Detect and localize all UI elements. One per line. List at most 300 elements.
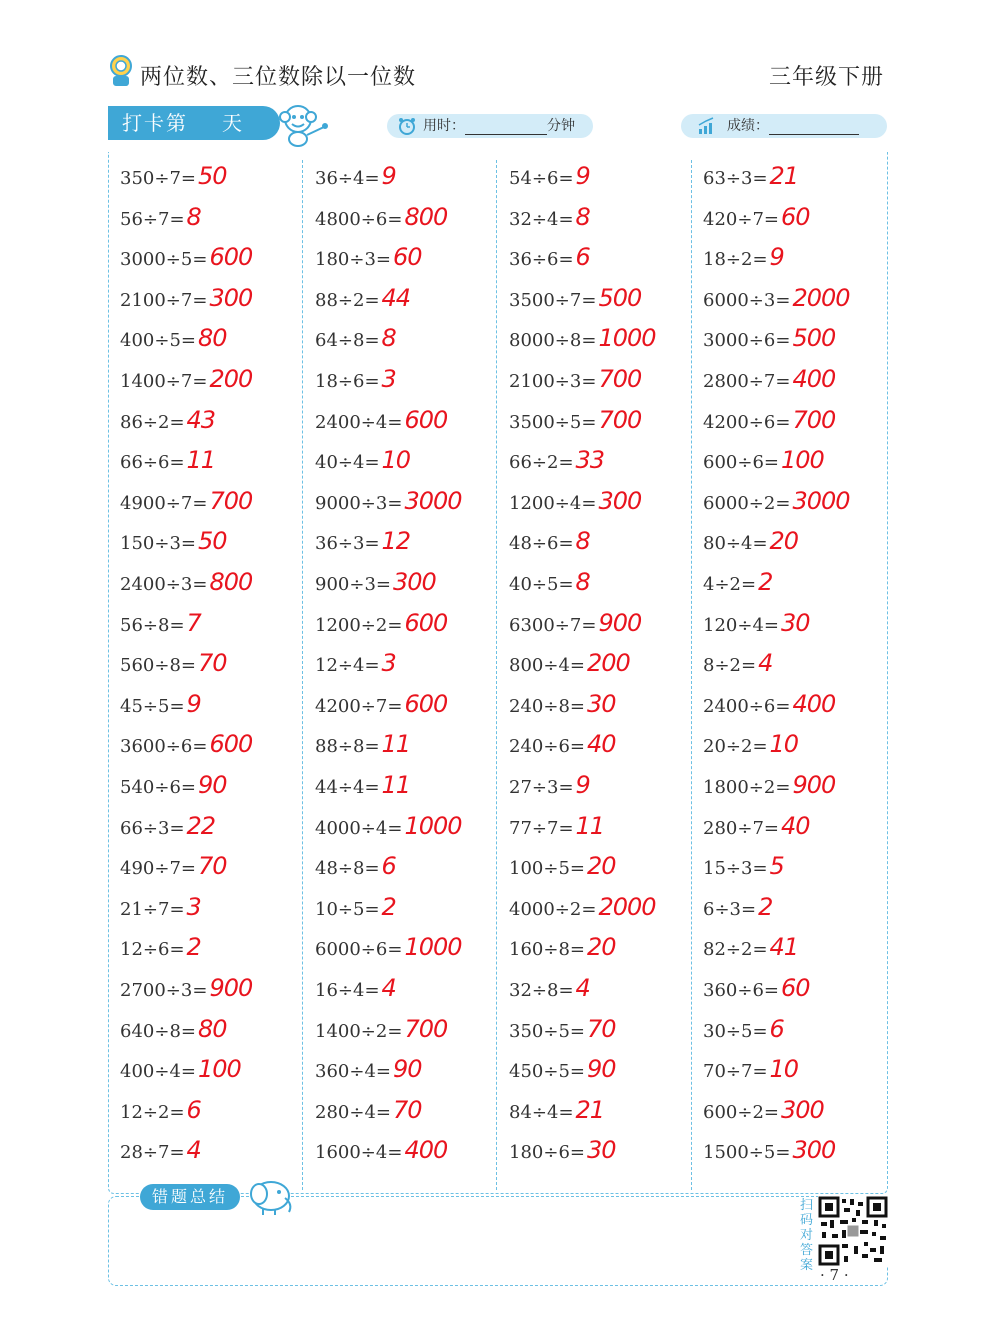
division-problem: [315, 405, 447, 435]
problem-expression: 4÷2=: [703, 574, 757, 595]
problem-expression: 2400÷6=: [703, 695, 791, 717]
problem-expression: 8÷2=: [703, 655, 757, 677]
handwritten-answer[interactable]: 1000: [404, 811, 462, 840]
division-problem: [315, 811, 462, 841]
monkey-icon: [278, 101, 330, 147]
division-problem: [509, 729, 616, 759]
handwritten-answer[interactable]: 3: [381, 365, 396, 393]
division-problem: [703, 770, 835, 800]
division-problem: [120, 405, 215, 435]
problem-expression: 18÷2=: [703, 249, 768, 271]
division-problem: [703, 323, 835, 353]
problem-expression: 360÷6=: [703, 980, 779, 1001]
column-divider: [496, 160, 497, 1190]
division-problem: [120, 729, 252, 759]
division-problem: [315, 973, 396, 1003]
division-problem: [703, 1135, 835, 1165]
division-problem: [703, 242, 784, 272]
division-problem: [315, 323, 396, 353]
division-problem: [315, 892, 396, 922]
division-problem: [703, 729, 798, 759]
division-problem: [315, 648, 396, 678]
problem-expression: 3000÷5=: [120, 249, 208, 271]
problem-expression: 66÷3=: [120, 817, 185, 839]
problem-expression: 40÷5=: [509, 574, 574, 595]
division-problem: [315, 202, 447, 232]
handwritten-answer[interactable]: 8: [381, 324, 396, 353]
checkin-banner: [108, 106, 280, 140]
handwritten-answer[interactable]: 400: [404, 1136, 448, 1165]
problem-expression: 3500÷7=: [509, 289, 597, 311]
problem-expression: 6000÷3=: [703, 289, 791, 311]
problem-expression: 2100÷3=: [509, 371, 597, 392]
division-problem: [120, 526, 227, 556]
problem-expression: 56÷8=: [120, 614, 185, 636]
problem-expression: 350÷5=: [509, 1020, 585, 1042]
handwritten-answer[interactable]: 2000: [792, 283, 850, 312]
division-problem: [509, 242, 590, 272]
division-problem: [509, 323, 656, 353]
handwritten-answer[interactable]: 60: [780, 974, 810, 1002]
handwritten-answer[interactable]: 800: [209, 568, 253, 596]
problem-expression: 10÷5=: [315, 898, 380, 920]
handwritten-answer[interactable]: 300: [598, 486, 642, 515]
division-problem: [120, 567, 252, 597]
problem-expression: 88÷8=: [315, 736, 380, 758]
handwritten-answer[interactable]: 900: [598, 608, 642, 637]
problem-expression: 360÷4=: [315, 1061, 391, 1083]
handwritten-answer[interactable]: 70: [197, 649, 227, 678]
problem-expression: 66÷2=: [509, 452, 574, 474]
grade-label: 三年级下册: [768, 65, 884, 90]
handwritten-answer[interactable]: 200: [586, 649, 630, 678]
problem-expression: 16÷4=: [315, 980, 380, 1001]
handwritten-answer[interactable]: 600: [404, 405, 448, 434]
problem-expression: 64÷8=: [315, 330, 380, 352]
handwritten-answer[interactable]: 4: [758, 649, 773, 678]
division-problem: [509, 486, 641, 516]
problem-expression: 900÷3=: [315, 574, 391, 595]
handwritten-answer[interactable]: 11: [575, 811, 605, 840]
division-problem: [509, 1014, 616, 1044]
problem-expression: 70÷7=: [703, 1061, 768, 1083]
division-problem: [315, 242, 422, 272]
handwritten-answer[interactable]: 500: [792, 324, 836, 353]
division-problem: [703, 1014, 784, 1044]
problem-expression: 120÷4=: [703, 614, 779, 636]
handwritten-answer[interactable]: 41: [769, 933, 799, 962]
scan-answer-text: 扫码对答案: [800, 1198, 814, 1273]
problem-expression: 4200÷6=: [703, 411, 791, 433]
handwritten-answer[interactable]: 9: [186, 689, 201, 718]
mistake-summary-label: 错题总结: [140, 1184, 240, 1210]
problem-expression: 1200÷4=: [509, 492, 597, 514]
problem-expression: 2800÷7=: [703, 371, 791, 392]
handwritten-answer[interactable]: 600: [404, 689, 448, 718]
handwritten-answer[interactable]: 700: [404, 1014, 448, 1043]
handwritten-answer[interactable]: 600: [209, 243, 253, 272]
handwritten-answer[interactable]: 400: [792, 365, 836, 393]
handwritten-answer[interactable]: 44: [381, 283, 411, 312]
division-problem: [509, 567, 590, 597]
division-problem: [703, 648, 772, 678]
handwritten-answer[interactable]: 20: [586, 933, 616, 962]
handwritten-answer[interactable]: 2: [186, 933, 201, 962]
division-problem: [120, 1095, 201, 1125]
problem-expression: 45÷5=: [120, 695, 185, 717]
problem-expression: 48÷6=: [509, 533, 574, 555]
problem-expression: 6÷3=: [703, 898, 757, 920]
handwritten-answer[interactable]: 50: [197, 527, 227, 556]
problem-expression: 84÷4=: [509, 1101, 574, 1123]
problem-expression: 280÷7=: [703, 817, 779, 839]
problem-expression: 18÷6=: [315, 371, 380, 392]
division-problem: [315, 932, 462, 962]
handwritten-answer[interactable]: 6: [575, 243, 590, 272]
problem-expression: 240÷6=: [509, 736, 585, 758]
handwritten-answer[interactable]: 21: [769, 162, 799, 190]
problem-expression: 21÷7=: [120, 898, 185, 920]
handwritten-answer[interactable]: 400: [792, 689, 836, 718]
division-problem: [703, 608, 810, 638]
handwritten-answer[interactable]: 300: [780, 1095, 824, 1124]
handwritten-answer[interactable]: 900: [209, 974, 253, 1002]
division-problem: [120, 689, 201, 719]
problem-expression: 8000÷8=: [509, 330, 597, 352]
handwritten-answer[interactable]: 30: [586, 689, 616, 718]
division-problem: [703, 567, 772, 597]
division-problem: [703, 1054, 798, 1084]
qr-code-icon[interactable]: [818, 1196, 888, 1266]
problem-expression: 3500÷5=: [509, 411, 597, 433]
handwritten-answer[interactable]: 7: [186, 608, 201, 637]
handwritten-answer[interactable]: 80: [197, 1014, 227, 1043]
problem-expression: 4000÷4=: [315, 817, 403, 839]
problem-expression: 2700÷3=: [120, 980, 208, 1001]
handwritten-answer[interactable]: 800: [404, 202, 448, 231]
score-label: 成绩：: [727, 118, 769, 134]
problem-expression: 600÷6=: [703, 452, 779, 474]
handwritten-answer[interactable]: 11: [186, 446, 216, 475]
problem-expression: 56÷7=: [120, 208, 185, 230]
problem-expression: 150÷3=: [120, 533, 196, 555]
handwritten-answer[interactable]: 1000: [404, 933, 462, 962]
division-problem: [703, 161, 798, 191]
problem-expression: 490÷7=: [120, 858, 196, 880]
problem-expression: 1600÷4=: [315, 1142, 403, 1164]
division-problem: [120, 445, 215, 475]
score-input[interactable]: [769, 118, 859, 135]
problem-expression: 160÷8=: [509, 939, 585, 961]
checkin-label: 打卡第: [122, 111, 188, 135]
division-problem: [703, 892, 772, 922]
problem-expression: 400÷4=: [120, 1061, 196, 1083]
division-problem: [315, 445, 410, 475]
division-problem: [509, 648, 630, 678]
division-problem: [509, 283, 641, 313]
problem-expression: 6000÷2=: [703, 492, 791, 514]
division-problem: [315, 1095, 422, 1125]
handwritten-answer[interactable]: 10: [769, 1055, 799, 1084]
division-problem: [703, 364, 835, 394]
problem-expression: 6000÷6=: [315, 939, 403, 961]
division-problem: [120, 811, 215, 841]
division-problem: [509, 689, 616, 719]
problem-expression: 420÷7=: [703, 208, 779, 230]
time-label: 用时：: [423, 118, 465, 134]
division-problem: [120, 648, 227, 678]
handwritten-answer[interactable]: 700: [792, 405, 836, 434]
division-problem: [315, 161, 396, 191]
problem-expression: 450÷5=: [509, 1061, 585, 1083]
problem-expression: 20÷2=: [703, 736, 768, 758]
division-problem: [315, 283, 410, 313]
division-problem: [315, 770, 410, 800]
problem-expression: 4800÷6=: [315, 208, 403, 230]
problem-expression: 1800÷2=: [703, 777, 791, 798]
division-problem: [120, 1135, 201, 1165]
handwritten-answer[interactable]: 2: [758, 892, 773, 921]
handwritten-answer[interactable]: 8: [575, 527, 590, 556]
division-problem: [315, 486, 462, 516]
division-problem: [509, 932, 616, 962]
problem-expression: 2400÷4=: [315, 411, 403, 433]
problem-expression: 32÷4=: [509, 208, 574, 230]
division-problem: [509, 851, 616, 881]
handwritten-answer[interactable]: 600: [404, 608, 448, 637]
division-problem: [315, 1054, 422, 1084]
handwritten-answer[interactable]: 300: [209, 283, 253, 312]
score-field: [681, 114, 887, 138]
problem-expression: 86÷2=: [120, 411, 185, 433]
handwritten-answer[interactable]: 90: [586, 1055, 616, 1084]
handwritten-answer[interactable]: 300: [392, 568, 436, 596]
problem-expression: 2100÷7=: [120, 289, 208, 311]
handwritten-answer[interactable]: 30: [586, 1136, 616, 1165]
problem-expression: 36÷3=: [315, 533, 380, 555]
column-divider: [691, 160, 692, 1190]
page-title: 两位数、三位数除以一位数: [140, 65, 417, 90]
division-problem: [509, 1095, 604, 1125]
problem-expression: 77÷7=: [509, 817, 574, 839]
problem-expression: 240÷8=: [509, 695, 585, 717]
handwritten-answer[interactable]: 11: [381, 771, 411, 799]
division-problem: [703, 932, 798, 962]
problem-expression: 9000÷3=: [315, 492, 403, 514]
problem-expression: 540÷6=: [120, 777, 196, 798]
problem-expression: 600÷2=: [703, 1101, 779, 1123]
division-problem: [315, 1014, 447, 1044]
handwritten-answer[interactable]: 600: [209, 730, 253, 759]
division-problem: [509, 973, 590, 1003]
problem-expression: 80÷4=: [703, 533, 768, 555]
handwritten-answer[interactable]: 40: [780, 811, 810, 840]
handwritten-answer[interactable]: 50: [197, 162, 227, 190]
division-problem: [315, 608, 447, 638]
problem-expression: 54÷6=: [509, 168, 574, 189]
division-problem: [703, 486, 850, 516]
problem-expression: 12÷4=: [315, 655, 380, 677]
handwritten-answer[interactable]: 700: [598, 405, 642, 434]
handwritten-answer[interactable]: 3: [186, 892, 201, 921]
handwritten-answer[interactable]: 60: [392, 243, 422, 272]
handwritten-answer[interactable]: 5: [769, 852, 784, 881]
problem-expression: 280÷4=: [315, 1101, 391, 1123]
division-problem: [120, 242, 252, 272]
score-chart-icon: [697, 117, 717, 135]
division-problem: [315, 526, 410, 556]
division-problem: [509, 405, 641, 435]
problem-expression: 1400÷2=: [315, 1020, 403, 1042]
division-problem: [509, 364, 641, 394]
handwritten-answer[interactable]: 8: [575, 202, 590, 231]
handwritten-answer[interactable]: 9: [381, 162, 396, 190]
handwritten-answer[interactable]: 90: [392, 1055, 422, 1084]
handwritten-answer[interactable]: 700: [598, 365, 642, 393]
division-problem: [120, 973, 252, 1003]
handwritten-answer[interactable]: 20: [769, 527, 799, 556]
problem-expression: 30÷5=: [703, 1020, 768, 1042]
problem-expression: 36÷6=: [509, 249, 574, 271]
alarm-clock-icon: [397, 117, 417, 135]
problem-expression: 4000÷2=: [509, 898, 597, 920]
handwritten-answer[interactable]: 4: [186, 1136, 201, 1165]
handwritten-answer[interactable]: 12: [381, 527, 411, 556]
problem-expression: 3600÷6=: [120, 736, 208, 758]
problem-expression: 32÷8=: [509, 980, 574, 1001]
handwritten-answer[interactable]: 22: [186, 811, 216, 840]
problem-expression: 640÷8=: [120, 1020, 196, 1042]
handwritten-answer[interactable]: 2: [758, 568, 773, 596]
division-problem: [703, 405, 835, 435]
division-problem: [315, 364, 396, 394]
problem-expression: 36÷4=: [315, 168, 380, 189]
problem-expression: 6300÷7=: [509, 614, 597, 636]
handwritten-answer[interactable]: 70: [392, 1095, 422, 1124]
handwritten-answer[interactable]: 3000: [404, 486, 462, 515]
problem-expression: 66÷6=: [120, 452, 185, 474]
handwritten-answer[interactable]: 500: [598, 283, 642, 312]
problem-expression: 40÷4=: [315, 452, 380, 474]
problem-expression: 400÷5=: [120, 330, 196, 352]
handwritten-answer[interactable]: 90: [197, 771, 227, 799]
column-divider: [302, 160, 303, 1190]
handwritten-answer[interactable]: 4: [575, 974, 590, 1002]
division-problem: [120, 161, 227, 191]
handwritten-answer[interactable]: 3: [381, 649, 396, 678]
division-problem: [509, 770, 590, 800]
division-problem: [509, 811, 604, 841]
handwritten-answer[interactable]: 30: [780, 608, 810, 637]
handwritten-answer[interactable]: 900: [792, 771, 836, 799]
problem-expression: 82÷2=: [703, 939, 768, 961]
problem-expression: 3000÷6=: [703, 330, 791, 352]
handwritten-answer[interactable]: 8: [186, 202, 201, 231]
handwritten-answer[interactable]: 43: [186, 405, 216, 434]
problem-expression: 44÷4=: [315, 777, 380, 798]
handwritten-answer[interactable]: 3000: [792, 486, 850, 515]
handwritten-answer[interactable]: 6: [381, 852, 396, 881]
handwritten-answer[interactable]: 4: [381, 974, 396, 1002]
problem-expression: 1400÷7=: [120, 371, 208, 392]
handwritten-answer[interactable]: 2: [381, 892, 396, 921]
problem-expression: 12÷6=: [120, 939, 185, 961]
problem-expression: 4900÷7=: [120, 492, 208, 514]
checkin-day-label: 天: [222, 111, 244, 135]
handwritten-answer[interactable]: 33: [575, 446, 605, 475]
division-problem: [509, 1135, 616, 1165]
problem-expression: 350÷7=: [120, 168, 196, 189]
problem-expression: 15÷3=: [703, 858, 768, 880]
division-problem: [509, 608, 641, 638]
division-problem: [703, 973, 810, 1003]
handwritten-answer[interactable]: 60: [780, 202, 810, 231]
problem-expression: 48÷8=: [315, 858, 380, 880]
handwritten-answer[interactable]: 700: [209, 486, 253, 515]
problem-expression: 800÷4=: [509, 655, 585, 677]
division-problem: [120, 608, 201, 638]
handwritten-answer[interactable]: 40: [586, 730, 616, 759]
division-problem: [120, 932, 201, 962]
division-problem: [120, 202, 201, 232]
handwritten-answer[interactable]: 100: [197, 1055, 241, 1084]
handwritten-answer[interactable]: 6: [769, 1014, 784, 1043]
division-problem: [120, 851, 227, 881]
handwritten-answer[interactable]: 9: [575, 162, 590, 190]
handwritten-answer[interactable]: 100: [780, 446, 824, 475]
handwritten-answer[interactable]: 21: [575, 1095, 605, 1124]
division-problem: [703, 689, 835, 719]
handwritten-answer[interactable]: 10: [381, 446, 411, 475]
page-number: · 7 ·: [820, 1266, 849, 1284]
time-field: [387, 114, 593, 138]
handwritten-answer[interactable]: 10: [769, 730, 799, 759]
division-problem: [120, 1054, 241, 1084]
handwritten-answer[interactable]: 9: [575, 771, 590, 799]
division-problem: [120, 892, 201, 922]
division-problem: [509, 892, 656, 922]
division-problem: [703, 851, 784, 881]
handwritten-answer[interactable]: 1000: [598, 324, 656, 353]
division-problem: [509, 202, 590, 232]
handwritten-answer[interactable]: 9: [769, 243, 784, 272]
division-problem: [509, 1054, 616, 1084]
division-problem: [703, 202, 810, 232]
handwritten-answer[interactable]: 300: [792, 1136, 836, 1165]
time-unit: 分钟: [547, 118, 575, 134]
handwritten-answer[interactable]: 8: [575, 568, 590, 596]
division-problem: [509, 161, 590, 191]
problem-expression: 180÷6=: [509, 1142, 585, 1164]
handwritten-answer[interactable]: 20: [586, 852, 616, 881]
handwritten-answer[interactable]: 6: [186, 1095, 201, 1124]
problem-expression: 4200÷7=: [315, 695, 403, 717]
division-problem: [703, 811, 810, 841]
handwritten-answer[interactable]: 200: [209, 365, 253, 393]
handwritten-answer[interactable]: 80: [197, 324, 227, 353]
division-problem: [315, 729, 410, 759]
handwritten-answer[interactable]: 11: [381, 730, 411, 759]
handwritten-answer[interactable]: 70: [197, 852, 227, 881]
division-problem: [315, 567, 436, 597]
time-input[interactable]: [465, 118, 547, 135]
division-problem: [120, 364, 252, 394]
handwritten-answer[interactable]: 70: [586, 1014, 616, 1043]
division-problem: [120, 323, 227, 353]
handwritten-answer[interactable]: 2000: [598, 892, 656, 921]
division-problem: [703, 283, 850, 313]
elephant-icon: [245, 1176, 295, 1216]
